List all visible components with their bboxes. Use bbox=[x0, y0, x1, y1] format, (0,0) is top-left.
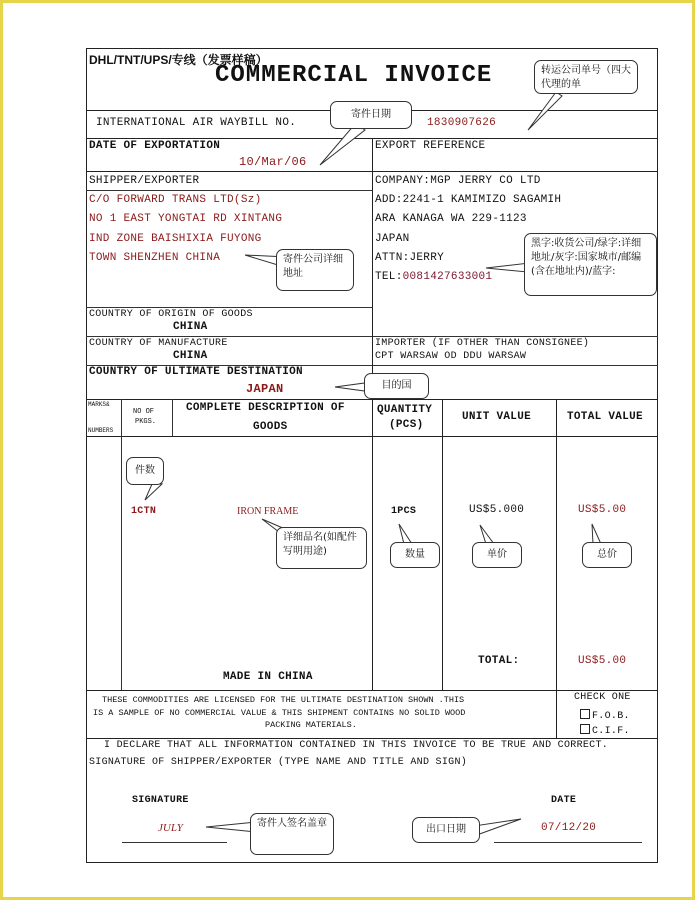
signature-label: SIGNATURE bbox=[132, 795, 189, 806]
manufacture-value: CHINA bbox=[173, 350, 208, 362]
date-label: DATE bbox=[551, 795, 577, 806]
total-amount: US$5.00 bbox=[578, 655, 627, 667]
brand-line: DHL/TNT/UPS/专线（发票样稿） bbox=[89, 53, 268, 67]
note-total-price: 总价 bbox=[582, 542, 632, 568]
marks-header-2: NUMBERS bbox=[88, 427, 114, 434]
date-value: 07/12/20 bbox=[541, 822, 597, 834]
note-quantity: 数量 bbox=[390, 542, 440, 568]
consignee-company: COMPANY:MGP JERRY CO LTD bbox=[375, 175, 541, 187]
pointer-exit-date bbox=[474, 819, 521, 836]
signature-value: JULY bbox=[158, 822, 183, 834]
consignee-attn: ATTN:JERRY bbox=[375, 252, 445, 264]
qty-header-2: (PCS) bbox=[389, 419, 424, 431]
check-one-label: CHECK ONE bbox=[574, 692, 631, 703]
row-pkgs: 1CTN bbox=[131, 506, 157, 517]
note-ship-date: 寄件日期 bbox=[330, 101, 412, 129]
qty-header-1: QUANTITY bbox=[377, 404, 433, 416]
waybill-label: INTERNATIONAL AIR WAYBILL NO. bbox=[96, 117, 297, 129]
consignee-address-1: ADD:2241-1 KAMIMIZO SAGAMIH bbox=[375, 194, 562, 206]
tel-value: 0081427633001 bbox=[402, 271, 493, 283]
marks-header-1: MARKS& bbox=[88, 401, 110, 408]
tel-label: TEL: bbox=[375, 271, 403, 283]
fob-label: F.O.B. bbox=[592, 711, 630, 722]
importer-value: CPT WARSAW OD DDU WARSAW bbox=[375, 351, 527, 362]
unit-value-header: UNIT VALUE bbox=[462, 411, 532, 423]
manufacture-label: COUNTRY OF MANUFACTURE bbox=[89, 338, 228, 349]
pointer-pieces bbox=[145, 484, 162, 500]
origin-label: COUNTRY OF ORIGIN OF GOODS bbox=[89, 309, 253, 320]
consignee-country: JAPAN bbox=[375, 233, 410, 245]
destination-label: COUNTRY OF ULTIMATE DESTINATION bbox=[89, 366, 303, 378]
made-in-label: MADE IN CHINA bbox=[223, 671, 313, 683]
pointer-total bbox=[592, 524, 601, 544]
row-total-value: US$5.00 bbox=[578, 504, 627, 516]
note-unit-price: 单价 bbox=[472, 542, 522, 568]
invoice-title: COMMERCIAL INVOICE bbox=[215, 62, 493, 89]
note-pieces: 件数 bbox=[126, 457, 164, 485]
license-line-3: PACKING MATERIALS. bbox=[265, 720, 357, 730]
row-quantity: 1PCS bbox=[391, 506, 417, 517]
consignee-address-2: ARA KANAGA WA 229-1123 bbox=[375, 213, 527, 225]
declaration-line-2: SIGNATURE OF SHIPPER/EXPORTER (TYPE NAME AND TITLE AND SIGN) bbox=[89, 757, 468, 768]
pointer-quantity bbox=[399, 524, 412, 544]
row-description: IRON FRAME bbox=[237, 506, 299, 517]
note-shipper-addr: 寄件公司详细地址 bbox=[276, 249, 354, 291]
pointer-signer bbox=[206, 822, 256, 832]
origin-value: CHINA bbox=[173, 321, 208, 333]
desc-header-1: COMPLETE DESCRIPTION OF bbox=[186, 402, 345, 414]
row-unit-value: US$5.000 bbox=[469, 504, 525, 516]
note-consignee-info: 黑字:收货公司/绿字:详细地址/灰字:国家城市/邮编(含在地址内)/蓝字: bbox=[524, 233, 657, 296]
license-line-1: THESE COMMODITIES ARE LICENSED FOR THE ULTIMATE DESTINATION SHOWN .THIS bbox=[102, 695, 465, 705]
shipper-line-4: TOWN SHENZHEN CHINA bbox=[89, 252, 221, 264]
shipper-line-1: C/O FORWARD TRANS LTD(Sz) bbox=[89, 194, 262, 206]
date-of-export-value: 10/Mar/06 bbox=[239, 155, 307, 169]
note-exit-date: 出口日期 bbox=[412, 817, 480, 843]
note-carrier-no: 转运公司单号（四大代理的单 bbox=[534, 60, 638, 94]
cif-label: C.I.F. bbox=[592, 726, 630, 737]
pointer-carrier-no bbox=[528, 92, 562, 130]
total-value-header: TOTAL VALUE bbox=[567, 411, 643, 423]
pkgs-header-1: NO OF bbox=[133, 408, 155, 416]
note-signer: 寄件人签名盖章 bbox=[250, 813, 334, 855]
importer-label: IMPORTER (IF OTHER THAN CONSIGNEE) bbox=[375, 338, 590, 349]
pointer-ship-date bbox=[320, 124, 365, 165]
destination-value: JAPAN bbox=[246, 382, 284, 396]
waybill-number: 1830907626 bbox=[427, 117, 497, 129]
desc-header-2: GOODS bbox=[253, 421, 288, 433]
pkgs-header-2: PKGS. bbox=[135, 418, 157, 426]
total-label: TOTAL: bbox=[478, 655, 520, 667]
note-dest-country: 目的国 bbox=[364, 373, 429, 399]
shipper-line-2: NO 1 EAST YONGTAI RD XINTANG bbox=[89, 213, 283, 225]
note-goods-name: 详细品名(如配件写明用途) bbox=[276, 527, 367, 569]
date-of-export-label: DATE OF EXPORTATION bbox=[89, 140, 221, 152]
shipper-label: SHIPPER/EXPORTER bbox=[89, 175, 200, 187]
declaration-line-1: I DECLARE THAT ALL INFORMATION CONTAINED IN THIS INVOICE TO BE TRUE AND CORRECT. bbox=[104, 740, 609, 751]
license-line-2: IS A SAMPLE OF NO COMMERCIAL VALUE & THIS SHIPMENT CONTAINS NO SOLID WOOD bbox=[93, 708, 466, 718]
export-reference-label: EXPORT REFERENCE bbox=[375, 140, 486, 152]
shipper-line-3: IND ZONE BAISHIXIA FUYONG bbox=[89, 233, 262, 245]
